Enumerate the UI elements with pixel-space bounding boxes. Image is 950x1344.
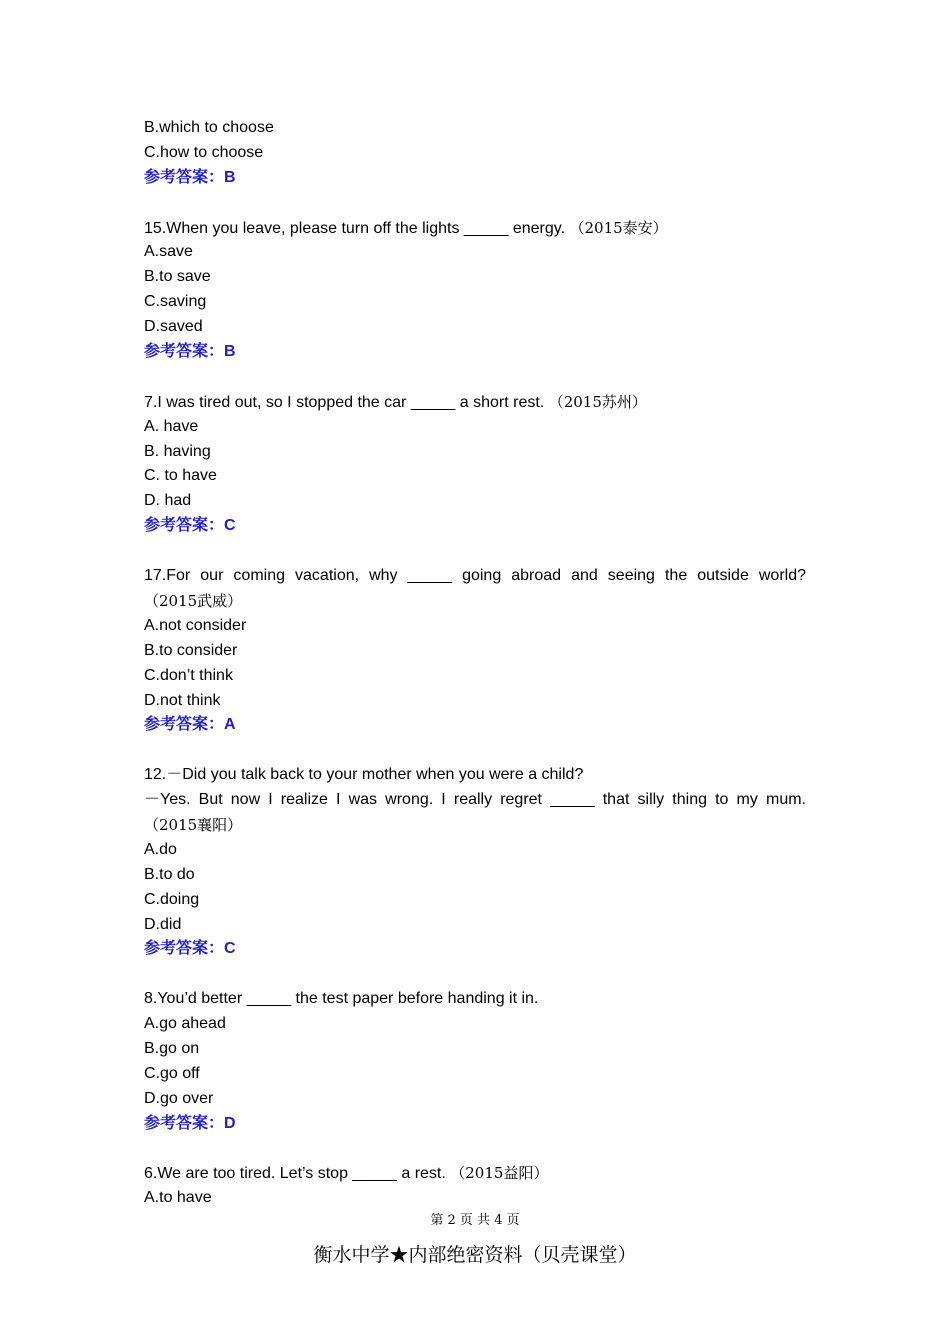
question-source: （2015苏州）: [548, 392, 647, 411]
option-text: B.to save: [144, 268, 211, 286]
option-text: C.saving: [144, 293, 207, 311]
question-stem: 15.When you leave, please turn off the lights _____ energy. （2015泰安）: [144, 218, 668, 237]
question-stem: 7.I was tired out, so I stopped the car _____ a short rest. （2015苏州）: [144, 392, 647, 411]
spacer: [144, 539, 806, 564]
option-text: D. had: [144, 492, 192, 510]
answer-key: 参考答案：C: [144, 517, 236, 535]
question-source: （2015武威）: [144, 591, 243, 610]
option-text: A.save: [144, 243, 193, 261]
option-text: D.did: [144, 915, 182, 933]
option-text: B. having: [144, 442, 211, 460]
spacer: [144, 1137, 806, 1162]
page-number: 第 2 页 共 4 页: [430, 1213, 520, 1228]
option-text: D.go over: [144, 1089, 214, 1107]
spacer: [144, 738, 806, 763]
question-source: （2015泰安）: [569, 218, 668, 237]
option-text: C.doing: [144, 890, 200, 908]
option-text: B.go on: [144, 1040, 200, 1058]
option-text: A.to have: [144, 1189, 212, 1207]
question-stem: 17.For our coming vacation, why _____ going abroad and seeing the outside world? （2015武威）: [144, 564, 806, 614]
answer-key: 参考答案：D: [144, 1114, 236, 1132]
answer-key: 参考答案：C: [144, 940, 236, 958]
option-text: C.go off: [144, 1064, 200, 1082]
answer-key: 参考答案：B: [144, 343, 236, 361]
option-text: B.to do: [144, 865, 195, 883]
question-source: （2015益阳）: [450, 1164, 549, 1183]
option-text: A.do: [144, 840, 177, 858]
option-text: A.go ahead: [144, 1015, 226, 1033]
option-text: B.which to choose: [144, 119, 274, 136]
question-stem: －Yes. But now I realize I was wrong. I really regret _____ that silly thing to my mum. （2015襄阳）: [144, 788, 806, 838]
answer-key: 参考答案：B: [144, 168, 236, 186]
question-stem: 8.You’d better _____ the test paper before handing it in.: [144, 990, 539, 1008]
option-text: C. to have: [144, 467, 217, 485]
question-source: （2015襄阳）: [144, 815, 243, 834]
option-text: D.not think: [144, 691, 221, 709]
option-text: A.not consider: [144, 616, 247, 634]
question-stem: 12.－Did you talk back to your mother when you were a child?: [144, 766, 584, 784]
option-text: D.saved: [144, 318, 203, 336]
option-text: B.to consider: [144, 641, 238, 659]
option-text: C.don’t think: [144, 666, 233, 684]
spacer: [144, 365, 806, 390]
question-list: [144, 116, 806, 1211]
option-text: C.how to choose: [144, 143, 264, 161]
question-stem: 6.We are too tired. Let’s stop _____ a rest. （2015益阳）: [144, 1164, 549, 1183]
spacer: [144, 191, 806, 216]
spacer: [144, 962, 806, 987]
option-text: A. have: [144, 417, 199, 435]
answer-key: 参考答案：A: [144, 716, 236, 734]
footer-title: 衡水中学★内部绝密资料（贝壳课堂）: [313, 1244, 637, 1266]
